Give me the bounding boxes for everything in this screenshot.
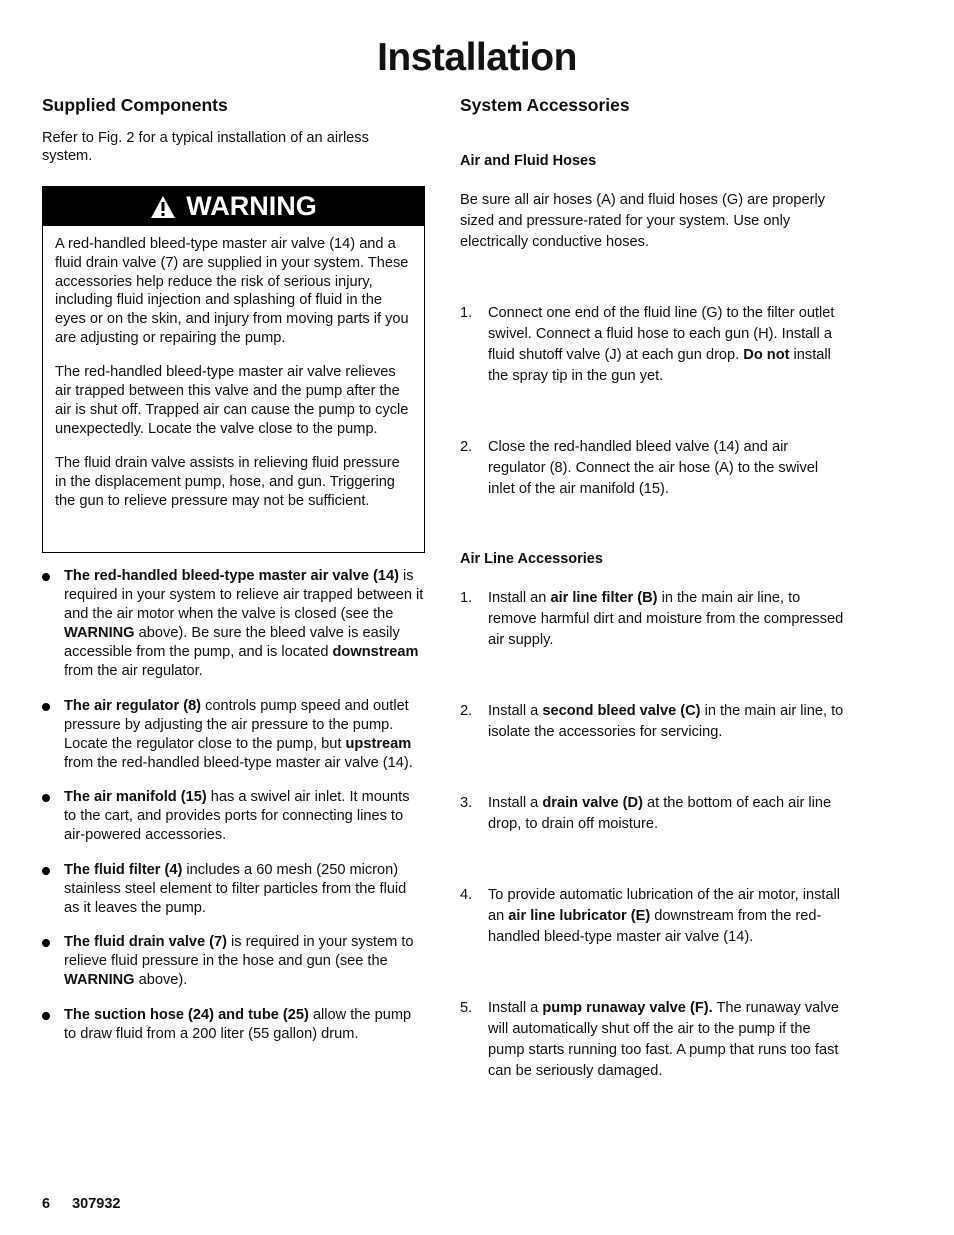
bullet-text: The fluid drain valve (7) is required in your system to relieve fluid pressure in the hose and gun (see the WARNING above). [64,934,414,988]
step-text: Install a pump runaway valve (F). The runaway valve will automatically shut off the air to the pump if the pump starts running too fast. A pump that runs too fast can be seriously damaged. [488,1000,839,1079]
step-text: Install an air line filter (B) in the main air line, to remove harmful dirt and moisture from the compressed air supply. [488,590,844,648]
bold-text: The fluid drain valve (7) [64,934,227,950]
hose-step [460,437,844,500]
step-number: 2. [460,439,473,455]
step-number: 2. [460,703,473,719]
bold-text: pump runaway valve (F). [542,1000,713,1016]
step-text: Close the red-handled bleed valve (14) and air regulator (8). Connect the air hose (A) to the swivel inlet of the air manifold (15). [488,439,819,497]
step-number: 4. [460,887,473,903]
bold-text: air line filter (B) [550,590,658,606]
component-bullet [42,788,425,845]
bold-text: The air regulator (8) [64,697,202,714]
air-line-step [460,793,844,835]
system-accessories-heading: System Accessories [460,95,630,115]
component-bullet [42,861,425,918]
bold-text: The fluid filter (4) [64,861,183,878]
step-number: 3. [460,795,473,811]
air-fluid-hoses-subheading: Air and Fluid Hoses [460,153,597,169]
bullet-text: The air manifold (15) has a swivel air inlet. It mounts to the cart, and provides ports for connecting lines to air-powered accessories. [64,789,410,843]
bold-text: air line lubricator (E) [508,908,651,924]
step-number: 5. [460,1000,473,1016]
component-bullet [42,933,425,990]
component-bullet [42,697,425,773]
document-number: 307932 [72,1196,121,1212]
bold-text: The suction hose (24) and tube (25) [64,1006,309,1023]
warning-box [42,186,425,553]
warning-paragraph: A red-handled bleed-type master air valve (14) and a fluid drain valve (7) are supplied in your system. These accessories help reduce the risk of serious injury, including fluid injection and splashing of fluid in the eyes or on the skin, and injury from moving parts if you are adjusting or repairing the pump. [55,236,409,346]
step-text: Install a second bleed valve (C) in the main air line, to isolate the accessories for servicing. [488,703,844,740]
hose-step [460,303,844,387]
air-line-step [460,998,844,1082]
bold-text: second bleed valve (C) [542,703,701,719]
step-text: Install a drain valve (D) at the bottom of each air line drop, to drain off moisture. [488,795,832,832]
page-title: Installation [377,36,577,79]
bullet-dot-icon [42,867,50,875]
bold-text: WARNING [64,625,135,641]
page-footer [42,1196,139,1212]
bullet-dot-icon [42,1012,50,1020]
step-number: 1. [460,305,473,321]
bullet-dot-icon [42,703,50,711]
warning-paragraph: The red-handled bleed-type master air valve relieves air trapped between this valve and the pump after the air is shut off. Trapped air can cause the pump to cycle unexpectedly. Locate the valve close to the pump. [55,364,409,437]
step-text: To provide automatic lubrication of the air motor, install an air line lubricator (E) downstream from the red-handled bleed-type master air valve (14). [488,887,841,945]
component-bullet [42,567,425,681]
bold-text: The air manifold (15) [64,789,207,805]
air-line-step [460,588,844,651]
warning-label: WARNING [186,191,317,221]
component-bullet [42,1006,425,1044]
supplied-components-heading: Supplied Components [42,95,228,115]
step-text: Connect one end of the fluid line (G) to the filter outlet swivel. Connect a fluid hose to each gun (H). Install a fluid shutoff valve (J) at each gun drop. Do not install the spray tip in the gun yet. [488,305,835,384]
bold-text: WARNING [64,972,135,988]
bold-text: The red-handled bleed-type master air valve (14) [64,568,399,584]
bullet-dot-icon [42,794,50,802]
supplied-components-intro: Refer to Fig. 2 for a typical installation of an airless system. [42,130,369,164]
hoses-paragraph: Be sure all air hoses (A) and fluid hoses (G) are properly sized and pressure-rated for your system. Use only electrically conductive hoses. [460,192,826,250]
bold-text: Do not [743,347,790,363]
warning-triangle-icon [150,195,176,219]
warning-paragraph: The fluid drain valve assists in relieving fluid pressure in the displacement pump, hose, and gun. Triggering the gun to relieve pressure may not be sufficient. [55,454,400,509]
warning-body [43,226,424,510]
bullet-dot-icon [42,573,50,581]
warning-header [43,187,424,226]
bold-text: upstream [345,735,412,752]
component-bullet-list [42,567,425,1059]
air-line-step [460,701,844,743]
air-line-step [460,885,844,948]
air-line-accessories-subheading: Air Line Accessories [460,551,603,567]
bullet-text: The fluid filter (4) includes a 60 mesh (250 micron) stainless steel element to filter particles from the fluid as it leaves the pump. [64,861,407,916]
bullet-dot-icon [42,939,50,947]
bold-text: drain valve (D) [542,795,643,811]
bullet-text: The air regulator (8) controls pump speed and outlet pressure by adjusting the air pressure to the pump. Locate the regulator close to the pump, but upstream from the red-handled bleed-type master air valve (14). [64,697,413,771]
bold-text: downstream [332,644,419,660]
bullet-text: The red-handled bleed-type master air valve (14) is required in your system to relieve air trapped between it and the air motor when the valve is closed (see the WARNING above). Be sure the bleed valve is easily accessible from the pump, and is located downstream from the air regulator. [64,568,424,679]
bullet-text: The suction hose (24) and tube (25) allow the pump to draw fluid from a 200 liter (55 gallon) drum. [64,1006,412,1042]
page-number: 6 [42,1196,51,1212]
step-number: 1. [460,590,473,606]
